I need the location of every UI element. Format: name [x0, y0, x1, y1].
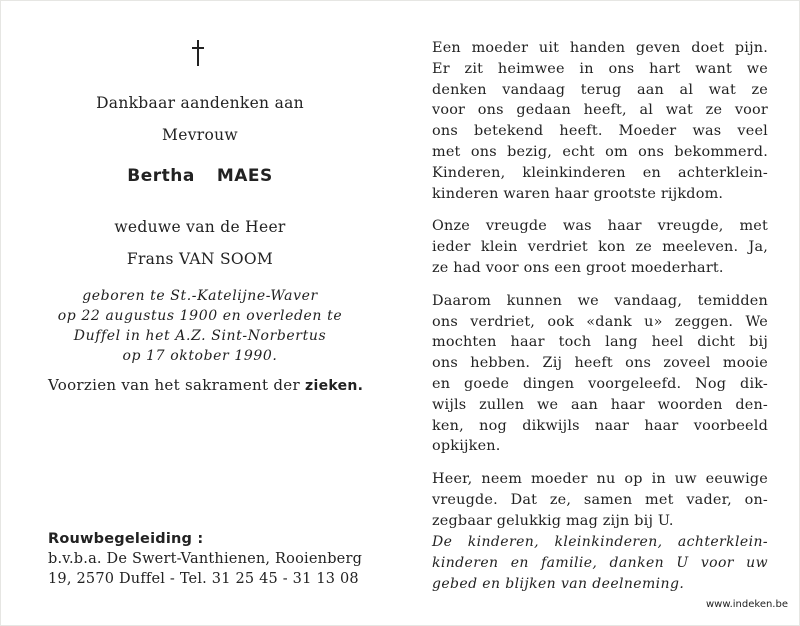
- text-line: kinderen waren haar grootste rijkdom.: [432, 185, 724, 202]
- sacrament-prefix: Voorzien van het sakrament der: [48, 376, 300, 394]
- text-line: ons verdriet, ook «dank u» zeggen. We: [432, 313, 768, 330]
- text-line: Er zit heimwee in ons hart want we: [432, 60, 768, 77]
- thanks-line: De kinderen, kleinkinderen, achterklein-: [432, 534, 768, 550]
- text-line: vreugde. Dat ze, samen met vader, on-: [432, 491, 768, 508]
- text-line: voor ons gedaan heeft, al wat ze voor: [432, 102, 768, 119]
- text-line: Onze vreugde was haar vreugde, met: [432, 218, 768, 235]
- salutation: Mevrouw: [162, 126, 238, 144]
- text-line: opkijken.: [432, 438, 501, 455]
- text-line: denken vandaag terug aan al wat ze: [432, 81, 768, 98]
- text-line: en goede dingen voorgeleefd. Nog dik-: [432, 375, 768, 392]
- undertaker-title: Rouwbegeleiding :: [48, 531, 204, 547]
- birth-death-line-1: geboren te St.-Katelijne-Waver: [82, 288, 318, 304]
- text-line: Daarom kunnen we vandaag, temidden: [432, 292, 768, 309]
- first-name: Bertha: [127, 166, 195, 186]
- text-line: Kinderen, kleinkinderen en achterklein-: [432, 164, 768, 181]
- last-name: MAES: [216, 166, 273, 186]
- paragraph-3: [432, 291, 768, 457]
- text-line: ze had voor ons een groot moederhart.: [432, 259, 724, 276]
- family-thanks: [432, 532, 768, 594]
- birth-death-line-2: op 22 augustus 1900 en overleden te: [57, 308, 343, 324]
- remembrance-line: Dankbaar aandenken aan: [96, 94, 304, 112]
- birth-death-line-4: op 17 oktober 1990.: [122, 348, 278, 364]
- undertaker-line-2: 19, 2570 Duffel - Tel. 31 25 45 - 31 13 08: [48, 571, 359, 587]
- text-line: mochten haar toch lang heel dicht bij: [432, 334, 768, 351]
- paragraph-4: [432, 469, 768, 531]
- sacrament-line: [48, 376, 363, 394]
- paragraph-1: [432, 38, 768, 204]
- text-column: [432, 38, 768, 544]
- paragraph-2: [432, 216, 768, 278]
- text-line: zegbaar gelukkig mag zijn bij U.: [432, 512, 674, 529]
- text-line: ons hebben. Zij heeft ons zoveel mooie: [432, 355, 768, 372]
- sacrament-bold: zieken.: [305, 378, 364, 394]
- watermark-url: www.indeken.be: [705, 599, 788, 610]
- latin-cross-icon: [188, 40, 208, 68]
- text-line: wijls zullen we aan haar woorden den-: [432, 396, 768, 413]
- text-line: ons betekend heeft. Moeder was veel: [432, 123, 768, 140]
- undertaker-line-1: b.v.b.a. De Swert-Vanthienen, Rooienberg: [48, 551, 363, 567]
- text-line: met ons bezig, echt om ons bekommerd.: [432, 143, 768, 160]
- birth-death-line-3: Duffel in het A.Z. Sint-Norbertus: [73, 328, 327, 344]
- text-line: Een moeder uit handen geven doet pijn.: [432, 40, 768, 56]
- deceased-name: [40, 166, 360, 186]
- text-line: ieder klein verdriet kon ze meeleven. Ja,: [432, 239, 768, 256]
- husband-name: Frans VAN SOOM: [126, 250, 274, 268]
- text-line: ken, nog dikwijls naar haar voorbeeld: [432, 417, 768, 434]
- thanks-line: kinderen en familie, danken U voor uw: [432, 554, 768, 571]
- widow-line: weduwe van de Heer: [114, 218, 286, 236]
- text-line: Heer, neem moeder nu op in uw eeuwige: [432, 471, 768, 488]
- thanks-line: gebed en blijken van deelneming.: [432, 575, 685, 592]
